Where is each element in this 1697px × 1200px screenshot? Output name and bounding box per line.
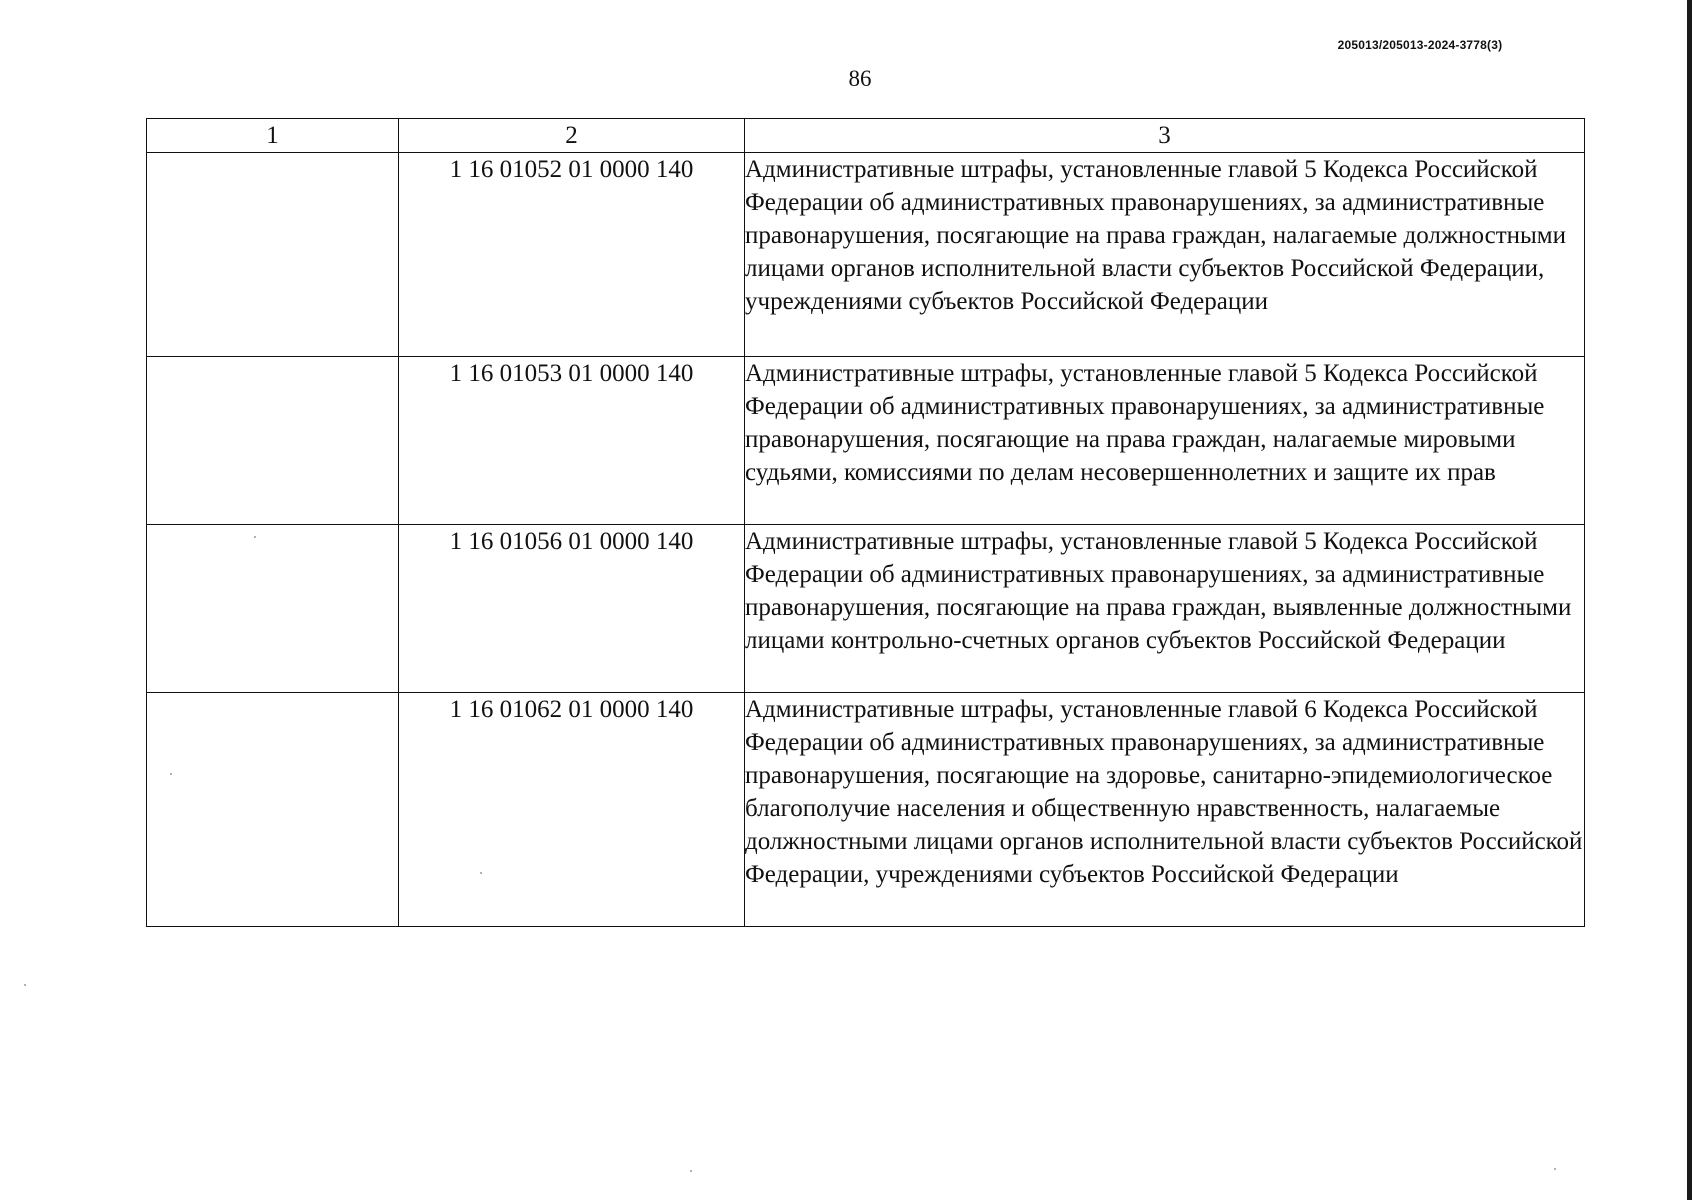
row-1-col-1-cell bbox=[147, 153, 399, 357]
row-3-budget-code: 1 16 01056 01 0000 140 bbox=[399, 525, 745, 693]
table-row bbox=[147, 357, 1585, 525]
scan-speck bbox=[254, 536, 256, 538]
column-header-1: 1 bbox=[147, 119, 399, 153]
row-1-budget-code: 1 16 01052 01 0000 140 bbox=[399, 153, 745, 357]
scan-speck bbox=[170, 773, 172, 775]
row-2-budget-code: 1 16 01053 01 0000 140 bbox=[399, 357, 745, 525]
scan-speck bbox=[1554, 1168, 1556, 1170]
column-header-3: 3 bbox=[745, 119, 1585, 153]
scan-speck bbox=[24, 984, 26, 986]
table-row bbox=[147, 153, 1585, 357]
budget-codes-table bbox=[146, 118, 1585, 927]
page-number: 86 bbox=[848, 66, 872, 91]
row-4-budget-code: 1 16 01062 01 0000 140 bbox=[399, 693, 745, 927]
row-2-col-1-cell bbox=[147, 357, 399, 525]
table-row bbox=[147, 693, 1585, 927]
row-2-description: Административные штрафы, установленные главой 5 Кодекса Российской Федерации об административных правонарушениях, за административные правонарушения, посягающие на права граждан, налагаемые мировыми судьями, комиссиями по делам несовершеннолетних и защите их прав bbox=[745, 357, 1585, 525]
row-3-col-1-cell bbox=[147, 525, 399, 693]
row-4-description: Административные штрафы, установленные главой 6 Кодекса Российской Федерации об административных правонарушениях, за административные правонарушения, посягающие на здоровье, санитарно-эпидемиологическое благополучие населения и общественную нравственность, налагаемые должностными лицами органов исполнительной власти субъектов Российской Федерации, учреждениями субъектов Российской Федерации bbox=[745, 693, 1585, 927]
scan-speck bbox=[690, 1170, 692, 1172]
scan-speck bbox=[480, 872, 482, 874]
row-3-description: Административные штрафы, установленные главой 5 Кодекса Российской Федерации об административных правонарушениях, за административные правонарушения, посягающие на права граждан, выявленные должностными лицами контрольно-счетных органов субъектов Российской Федерации bbox=[745, 525, 1585, 693]
row-1-description: Административные штрафы, установленные главой 5 Кодекса Российской Федерации об административных правонарушениях, за административные правонарушения, посягающие на права граждан, налагаемые должностными лицами органов исполнительной власти субъектов Российской Федерации, учреждениями субъектов Российской Федерации bbox=[745, 153, 1585, 357]
table-row bbox=[147, 525, 1585, 693]
document-registration-number: 205013/205013-2024-3778(3) bbox=[1337, 38, 1503, 52]
row-4-col-1-cell bbox=[147, 693, 399, 927]
table-header-row bbox=[147, 119, 1585, 153]
scan-edge-shadow bbox=[1687, 0, 1692, 1200]
column-header-2: 2 bbox=[399, 119, 745, 153]
